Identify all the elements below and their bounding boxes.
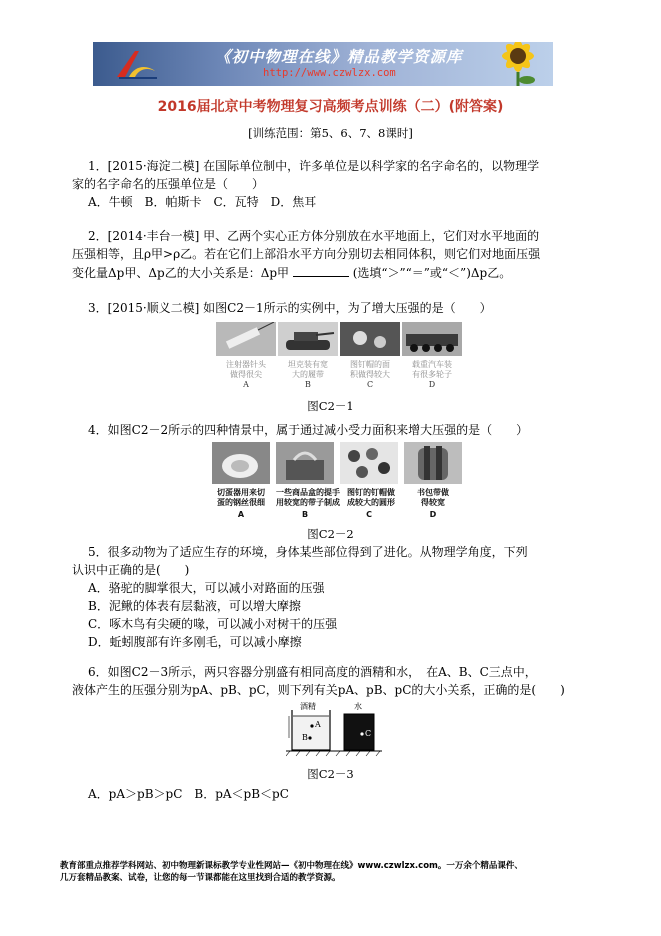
training-scope: [训练范围：第5、6、7、8课时]	[248, 126, 413, 140]
header-banner	[93, 42, 553, 86]
q1-options: A．牛顿 B．帕斯卡 C．瓦特 D．焦耳	[88, 195, 317, 209]
q2-line3-start: 变化量Δp甲、Δp乙的大小关系是：Δp甲	[72, 266, 290, 280]
fig2-letter-c: C	[366, 510, 372, 519]
fig-c2-3-label: 图C2－3	[307, 767, 354, 781]
fig1-caption-c: 图钉帽的面 积做得较大	[350, 360, 390, 379]
backpack-photo	[404, 442, 462, 484]
footer-note	[60, 860, 620, 884]
gift-box-photo	[276, 442, 334, 484]
q2-line2: 压强相等，且ρ甲>ρ乙。若在它们上部沿水平方向分别切去相同体积，则它们对地面压强	[72, 247, 541, 261]
footer-line1: 教育部重点推荐学科网站、初中物理新课标教学专业性网站—《初中物理在线》www.czwlzx.com。一万余个精品课件、	[60, 861, 523, 871]
label-water: 水	[354, 702, 362, 711]
point-c-label: C	[365, 729, 372, 738]
fig-c2-2-label: 图C2－2	[307, 527, 354, 541]
fig1-letter-b: B	[305, 380, 311, 389]
site-logo-icon	[113, 47, 159, 81]
q6-line2: 液体产生的压强分别为pA、pB、pC，则下列有关pA、pB、pC的大小关系，正确的是( )	[72, 683, 565, 697]
fig2-letter-a: A	[237, 510, 245, 519]
q4-line1: 4．如图C2－2所示的四种情景中，属于通过减小受力面积来增大压强的是（ ）	[88, 423, 529, 437]
q2-line1: 2．[2014·丰台一模] 甲、乙两个实心正方体分别放在水平地面上，它们对水平地面的	[88, 229, 540, 243]
fig1-letter-c: C	[366, 380, 374, 389]
tank-photo	[278, 322, 338, 356]
figure-c2-2	[212, 442, 462, 524]
q5-option-a: A．骆驼的脚掌很大，可以减小对路面的压强	[88, 581, 325, 595]
q6-options: A．pA＞pB＞pC B．pA＜pB＜pC	[88, 787, 289, 801]
fig1-caption-b: 坦克装有宽 大的履带	[288, 360, 328, 379]
q5-line2: 认识中正确的是( )	[72, 563, 190, 577]
banner-title: 《初中物理在线》精品教学资源库	[215, 47, 463, 66]
fig-c2-1-label: 图C2－1	[307, 399, 354, 413]
thumbtack-photo	[340, 322, 400, 356]
fig2-caption-b: 一些商品盒的提手 用较宽的带子制成	[276, 488, 340, 507]
banner-url-link[interactable]: http://www.czwlzx.com	[263, 67, 396, 79]
q5-option-b: B．泥鳅的体表有层黏液，可以增大摩擦	[88, 599, 301, 613]
thumbtacks-photo	[340, 442, 398, 484]
fig1-caption-a: 注射器针头 做得很尖	[226, 360, 266, 379]
q2-answer-blank[interactable]	[293, 264, 349, 277]
q5-line1: 5．很多动物为了适应生存的环境，身体某些部位得到了进化。从物理学角度，下列	[88, 545, 528, 559]
egg-slicer-photo	[212, 442, 270, 484]
figure-c2-3	[286, 702, 382, 758]
fig2-caption-a: 切蛋器用来切 蛋的钢丝很细	[217, 488, 265, 507]
fig1-caption-d: 载重汽车装 有很多轮子	[412, 360, 452, 379]
q6-line1: 6．如图C2－3所示，两只容器分别盛有相同高度的酒精和水， 在A、B、C三点中，	[88, 665, 537, 679]
sunflower-icon	[483, 42, 553, 86]
syringe-photo	[216, 322, 276, 356]
point-a-label: A	[315, 720, 321, 729]
q2-line3-end: (选填“＞”“＝”或“＜”)Δp乙。	[352, 266, 512, 280]
fig2-caption-c: 图钉的钉帽做 成较大的圆形	[347, 488, 395, 507]
q5-option-c: C．啄木鸟有尖硬的喙，可以减小对树干的压强	[88, 617, 338, 631]
q1-line1: 1．[2015·海淀二模] 在国际单位制中，许多单位是以科学家的名字命名的，以物理学	[88, 159, 540, 173]
fig1-letter-a: A	[243, 380, 249, 389]
page-title: 2016届北京中考物理复习高频考点训练（二）(附答案)	[157, 99, 504, 115]
label-alcohol: 酒精	[300, 702, 316, 711]
figure-c2-1	[216, 322, 462, 394]
fig2-caption-d: 书包带做 得较宽	[417, 488, 449, 507]
fig1-letter-d: D	[428, 380, 436, 389]
fig2-letter-d: D	[429, 510, 437, 519]
q5-option-d: D．蚯蚓腹部有许多刚毛，可以减小摩擦	[88, 635, 302, 649]
point-b-label: B	[302, 733, 308, 742]
fig2-letter-b: B	[301, 510, 309, 519]
q3-line1: 3．[2015·顺义二模] 如图C2－1所示的实例中，为了增大压强的是（ ）	[88, 301, 492, 315]
q2-line3	[72, 264, 511, 281]
truck-photo	[402, 322, 462, 356]
footer-line2: 几万套精品教案、试卷，让您的每一节课都能在这里找到合适的教学资源。	[60, 873, 341, 883]
q1-line2: 家的名字命名的压强单位是（ ）	[72, 177, 265, 191]
